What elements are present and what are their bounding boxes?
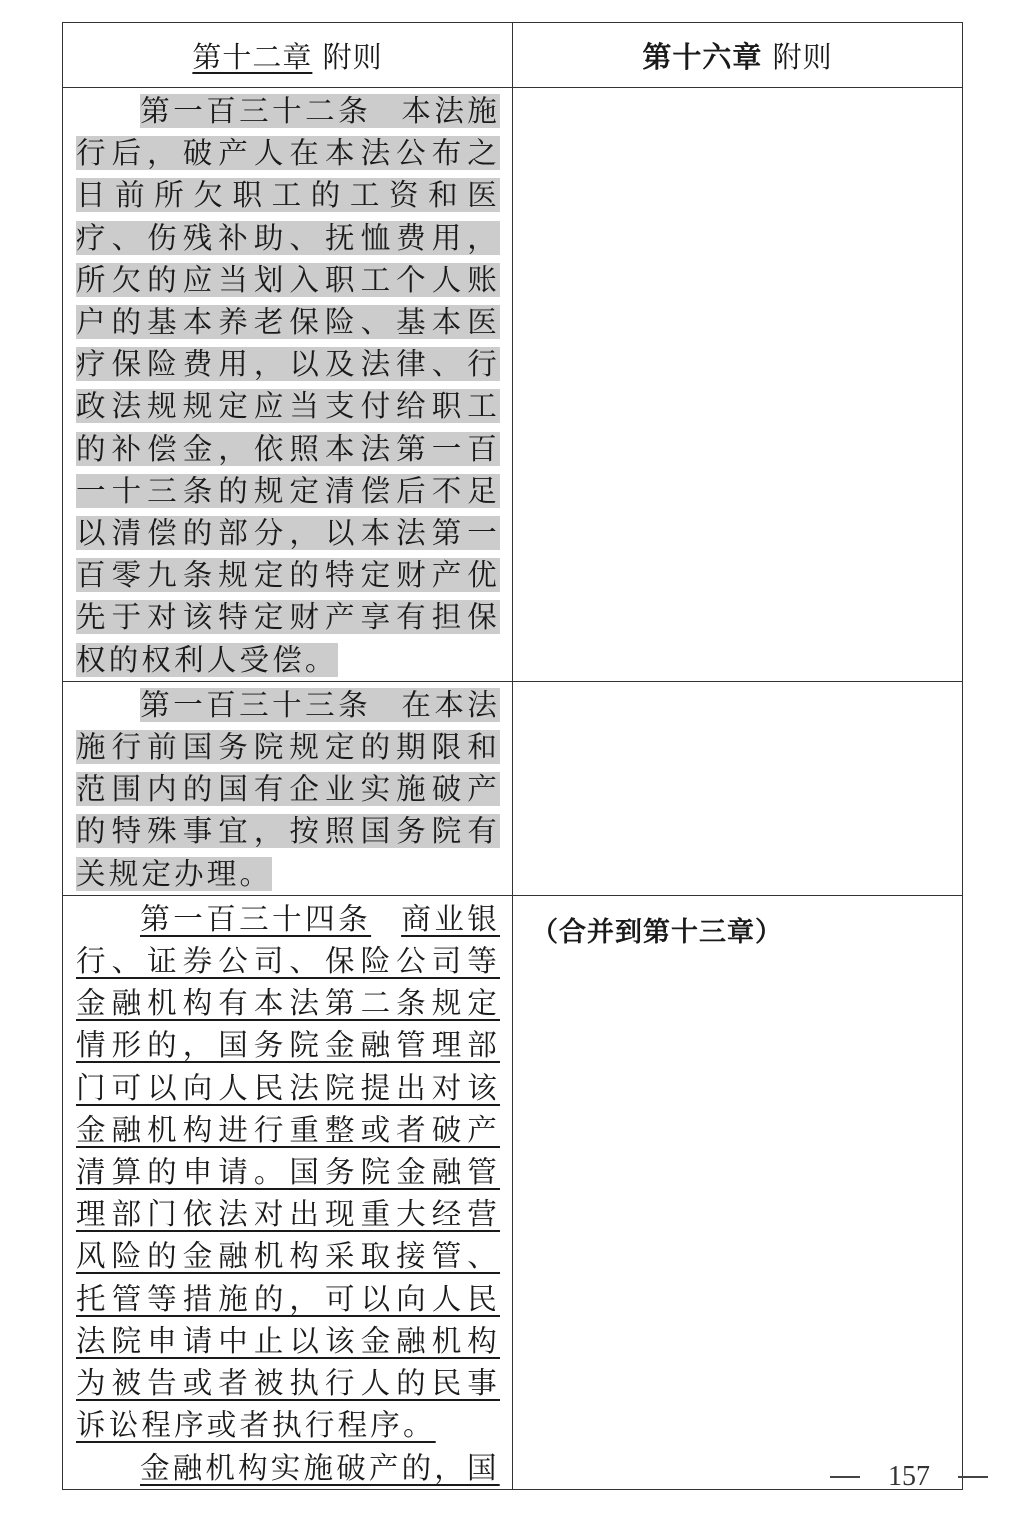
article-132 — [76, 88, 500, 681]
header-left-chapter: 第十二章 — [192, 39, 313, 74]
row2-left-cell — [63, 681, 513, 895]
footer-dash-right — [958, 1476, 988, 1478]
page-footer — [830, 1457, 988, 1497]
table-row — [63, 681, 963, 895]
header-right-chapter: 第十六章 — [642, 39, 763, 74]
header-left-cell — [63, 23, 513, 88]
table-row — [63, 88, 963, 682]
table-header-row — [63, 23, 963, 88]
table-row — [63, 895, 963, 1489]
article-133-number: 第一百三十三条 — [140, 687, 372, 722]
row3-left-cell — [63, 895, 513, 1489]
row1-left-cell — [63, 88, 513, 682]
header-left-title: 附则 — [322, 39, 383, 74]
header-left — [192, 40, 382, 74]
comparison-table — [62, 22, 963, 1490]
article-134-number: 第一百三十四条 — [140, 901, 372, 936]
header-right-title: 附则 — [772, 39, 833, 74]
header-right — [642, 40, 832, 74]
merged-note: （合并到第十三章） — [531, 916, 783, 948]
article-133-text: 在本法施行前国务院规定的期限和范围内的国有企业实施破产的特殊事宜，按照国务院有关规定办理。 — [76, 687, 500, 891]
article-133 — [76, 682, 500, 895]
header-right-cell — [513, 23, 963, 88]
row2-right-cell — [513, 681, 963, 895]
row1-right-cell — [513, 88, 963, 682]
article-134-text: 商业银行、证券公司、保险公司等金融机构有本法第二条规定情形的，国务院金融管理部门可以向人民法院提出对该金融机构进行重整或者破产清算的申请。国务院金融管理部门依法对出现重大经营风险的金融机构采取接管、托管等措施的，可以向人民法院申请中止以该金融机构为被告或者被执行人的民事诉讼程序或者执行程序。 — [76, 901, 500, 1443]
footer-dash-left — [830, 1476, 860, 1478]
row3-right-cell — [513, 895, 963, 1489]
page-number: 157 — [888, 1461, 930, 1492]
article-132-text: 本法施行后，破产人在本法公布之日前所欠职工的工资和医疗、伤残补助、抚恤费用，所欠的应当划入职工个人账户的基本养老保险、基本医疗保险费用，以及法律、行政法规规定应当支付给职工的补偿金，依照本法第一百一十三条的规定清偿后不足以清偿的部分，以本法第一百零九条规定的特定财产优先于对该特定财产享有担保权的权利人受偿。 — [76, 94, 500, 677]
article-134 — [76, 896, 500, 1489]
article-132-number: 第一百三十二条 — [140, 94, 372, 128]
article-134-continuation: 金融机构实施破产的，国 — [140, 1450, 500, 1485]
